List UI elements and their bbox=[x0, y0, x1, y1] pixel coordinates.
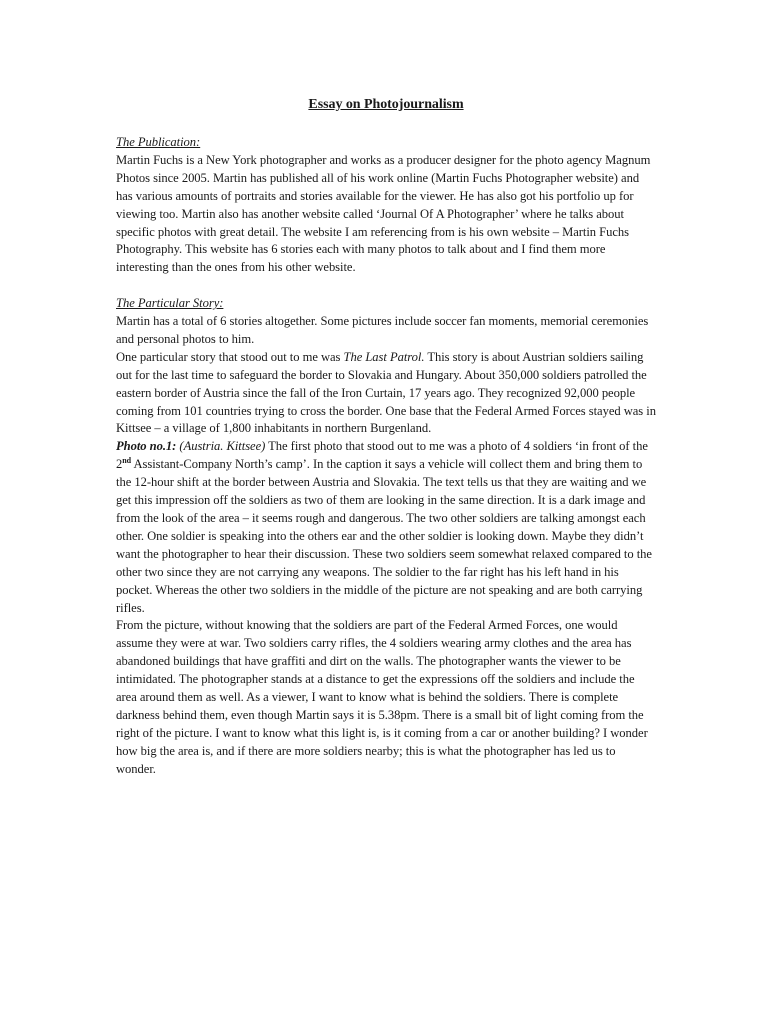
photo-text-after: Assistant-Company North’s camp’. In the caption it says a vehicle will collect them and bring them to the 12-hour shift at the border between Austria and Slovakia. The text tells us that they are waiting and we get this impression off the soldiers as two of them are looking in the same direction. It is a dark image and from the look of the area – it seems rough and dangerous. The two other soldiers are talking amongst each other. One soldier is speaking into the others ear and the other soldier is looking down. Maybe they didn’t want the photographer to hear their discussion. These two soldiers seem somewhat relaxed compared to the other two since they are not carrying any weapons. The soldier to the far right has his left hand in his pocket. Whereas the other two soldiers in the middle of the picture are not speaking and are both carrying rifles. bbox=[116, 457, 652, 615]
story-intro-paragraph: Martin has a total of 6 stories altogether. Some pictures include soccer fan moments, memorial ceremonies and personal photos to him. bbox=[116, 314, 649, 346]
story-title: The Last Patrol. bbox=[343, 349, 425, 364]
last-patrol-paragraph bbox=[116, 349, 656, 439]
ordinal-superscript: nd bbox=[122, 456, 132, 466]
document-body bbox=[116, 96, 656, 779]
publication-heading: The Publication: bbox=[116, 135, 201, 149]
photo-one-paragraph bbox=[116, 438, 656, 617]
photo-location: (Austria. Kittsee) bbox=[176, 439, 266, 454]
document-title: Essay on Photojournalism bbox=[308, 97, 464, 112]
last-patrol-text-before: One particular story that stood out to me was bbox=[116, 349, 344, 364]
particular-story-heading: The Particular Story: bbox=[116, 296, 224, 311]
analysis-paragraph: From the picture, without knowing that the soldiers are part of the Federal Armed Forces, one would assume they were at war. Two soldiers carry rifles, the 4 soldiers wearing army clothes and the area has abandoned buildings that have graffiti and dirt on the walls. The photographer wants the viewer to be intimidated. The photographer stands at a distance to get the expressions off the soldiers and include the area around them as well. As a viewer, I want to know what is behind the soldiers. There is complete darkness behind them, even though Martin says it is 5.38pm. There is a small bit of light coming from the right of the picture. I want to know what this light is, is it coming from a car or another building? I wonder how big the area is, and if there are more soldiers nearby; this is what the photographer has led us to wonder. bbox=[116, 618, 648, 776]
publication-paragraph: Martin Fuchs is a New York photographer and works as a producer designer for the photo agency Magnum Photos since 2005. Martin has published all of his work online (Martin Fuchs Photographer website) and has various amounts of portraits and stories available for the viewer. He has also got his portfolio up for viewing too. Martin also has another website called ‘Journal Of A Photographer’ where he talks about specific photos with great detail. The website I am referencing from is his own website – Martin Fuchs Photography. This website has 6 stories each with many photos to talk about and I find them more interesting than the ones from his other website. bbox=[116, 152, 651, 275]
photo-label: Photo no.1: bbox=[116, 439, 177, 454]
section-spacer bbox=[116, 277, 656, 295]
photo-text-before: The first photo that stood out to me was a photo of 4 soldiers ‘in front of the 2 bbox=[116, 439, 648, 472]
last-patrol-text-after: This story is about Austrian soldiers sailing out for the last time to safeguard the border to Slovakia and Hungary. About 350,000 soldiers patrolled the eastern border of Austria since the fall of the Iron Curtain, 17 years ago. They recognized 92,000 people coming from 101 countries trying to cross the border. One base that the Federal Armed Forces stayed was in Kittsee – a village of 1,800 inhabitants in northern Burgenland. bbox=[116, 349, 656, 436]
